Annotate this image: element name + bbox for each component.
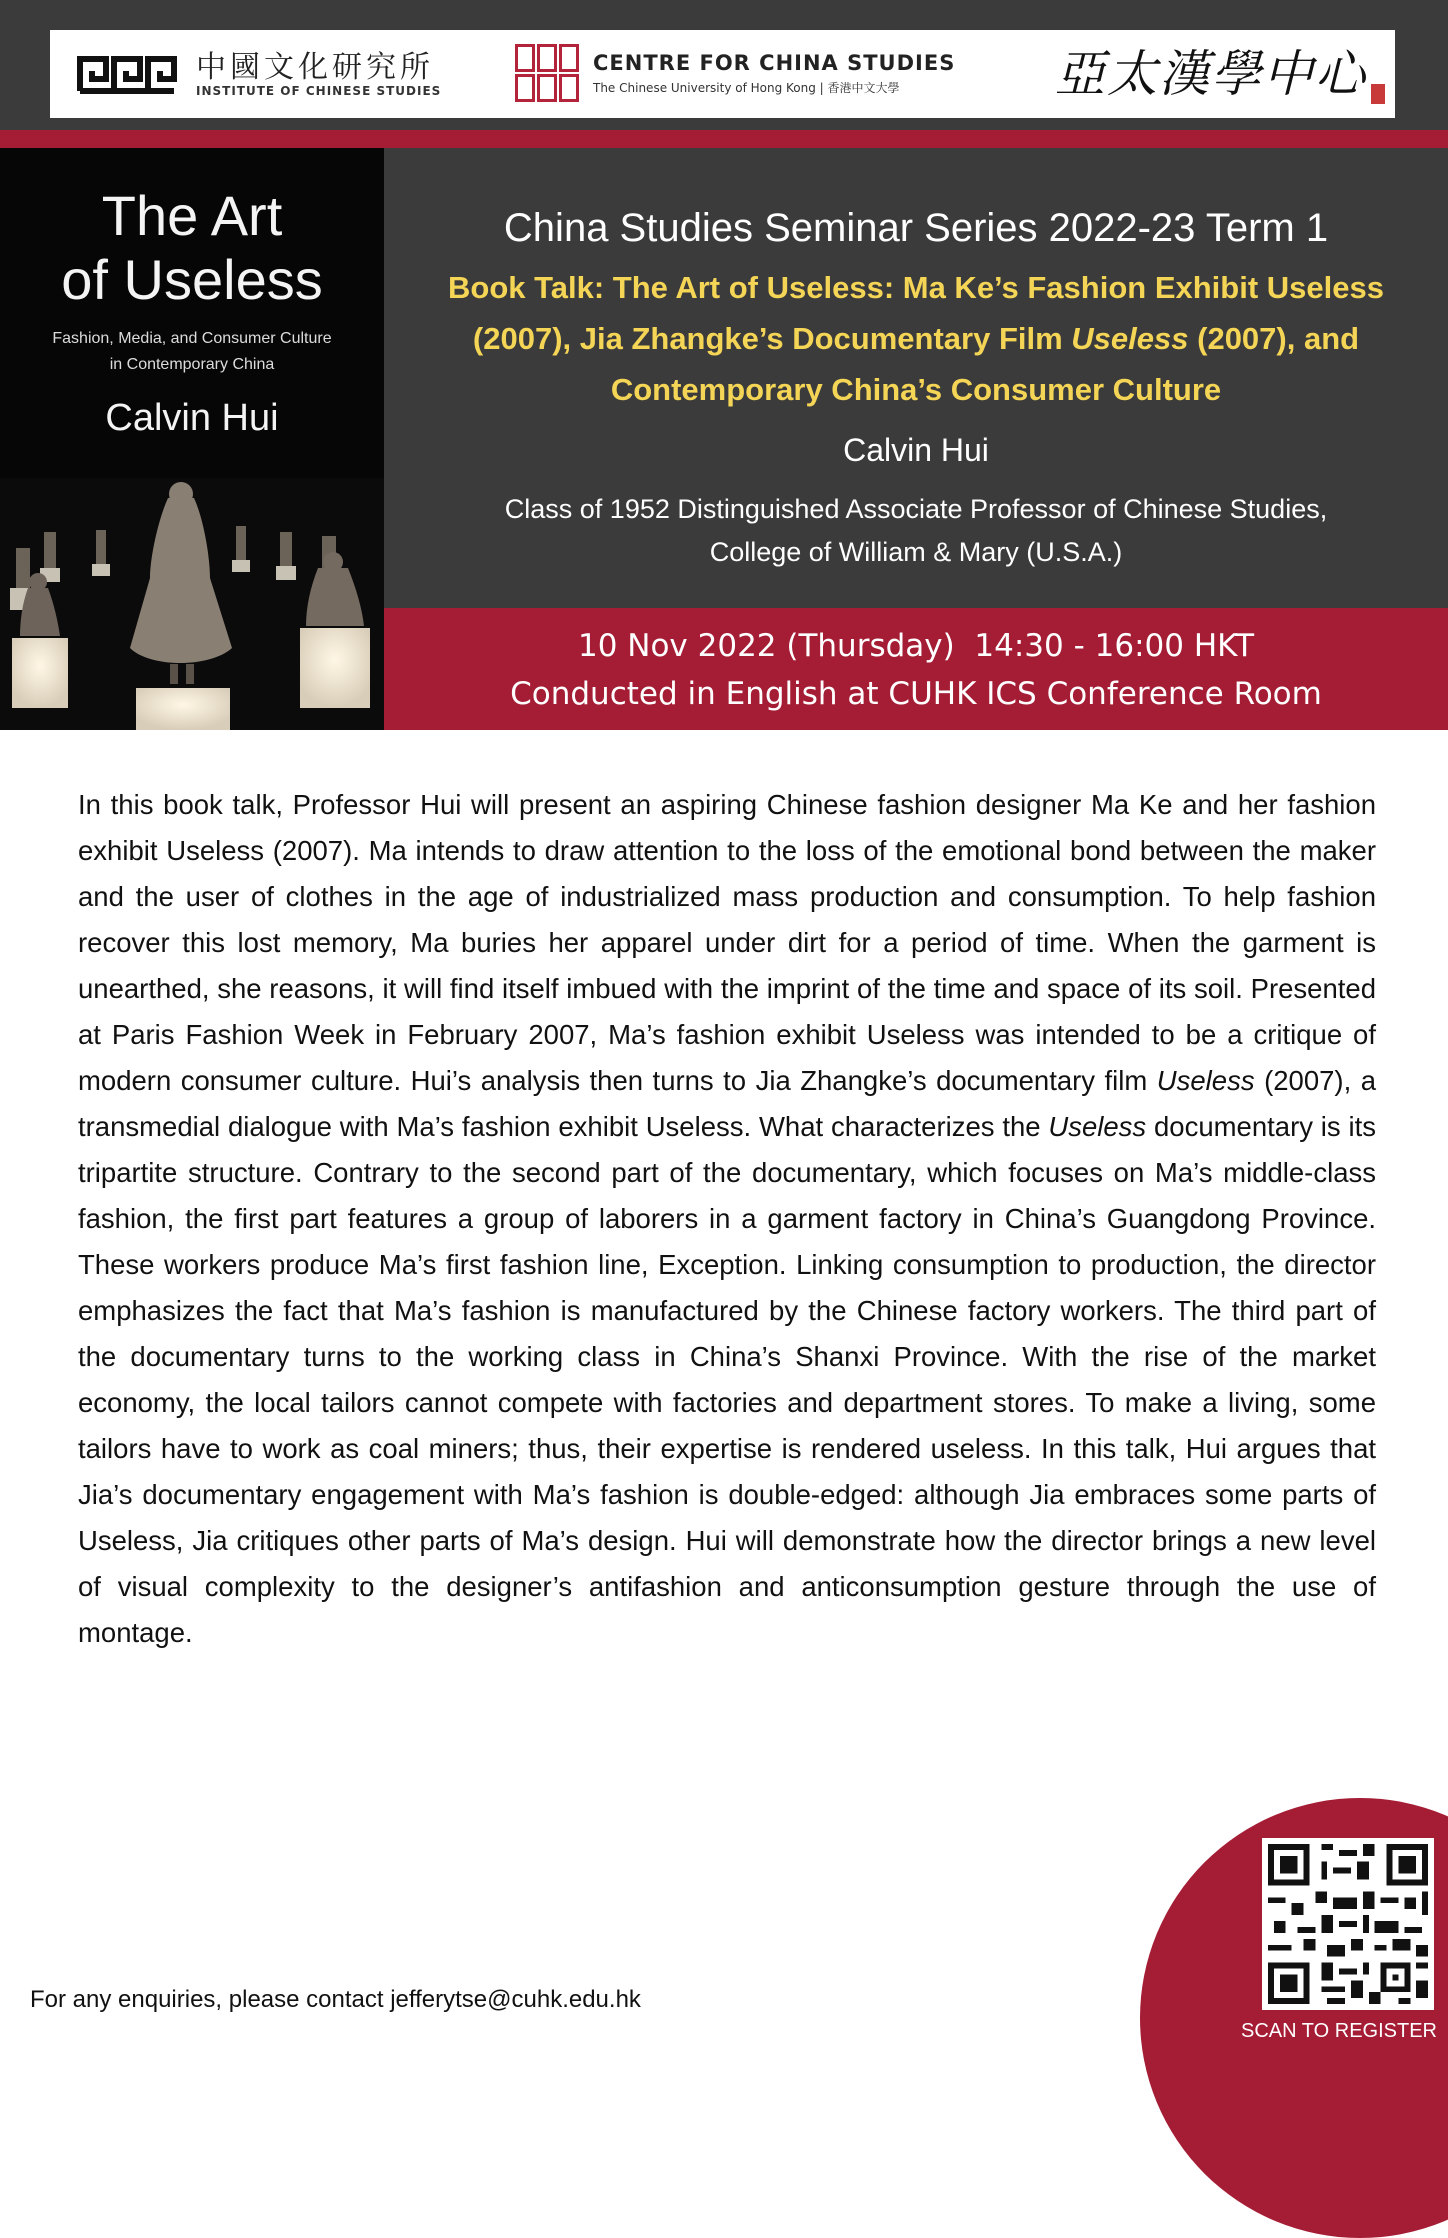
cover-subtitle-line2: in Contemporary China (109, 356, 275, 373)
date-venue-band (384, 608, 1448, 730)
cover-subtitle-line1: Fashion, Media, and Consumer Culture (52, 330, 332, 347)
ics-meander-icon (76, 55, 180, 95)
speaker-affiliation (414, 488, 1418, 574)
affiliation-line1: Class of 1952 Distinguished Associate Professor of Chinese Studies, (504, 494, 1328, 524)
talk-title-italic: Useless (1071, 321, 1189, 356)
scan-to-register-label: SCAN TO REGISTER (1241, 2020, 1437, 2042)
abstract-part1: In this book talk, Professor Hui will present an aspiring Chinese fashion designer Ma Ke and her fashion exhibit Useless (2007). Ma intends to draw attention to the loss of the emotional bond between the maker and the user of clothes in the age of industrialized mass production and consumption. To help fashion recover this lost memory, Ma buries her apparel under dirt for a period of time. When the garment is unearthed, she reasons, it will find itself imbued with the imprint of the time and space of its soil. Presented at Paris Fashion Week in February 2007, Ma’s fashion exhibit Useless was intended to be a critique of modern consumer culture. Hui’s analysis then turns to Jia Zhangke’s documentary film (78, 789, 1376, 1096)
speaker-name: Calvin Hui (843, 432, 989, 468)
apcs-logo-text: 亞太漢學中心 (1055, 45, 1367, 103)
event-datetime: 10 Nov 2022 (Thursday) 14:30 - 16:00 HKT (577, 628, 1255, 664)
talk-title (414, 262, 1418, 415)
cover-title-line2: of Useless (61, 248, 323, 311)
abstract-italic1: Useless (1156, 1065, 1255, 1096)
header-bar (0, 0, 1448, 130)
talk-title-part2: (2007), and Contemporary China’s Consumer Culture (610, 321, 1360, 407)
header-accent-stripe (0, 130, 1448, 148)
cover-author: Calvin Hui (105, 397, 279, 439)
cover-title (0, 184, 384, 312)
enquiry-contact: For any enquiries, please contact jefferytse@cuhk.edu.hk (30, 1986, 641, 2013)
event-info-panel (384, 148, 1448, 608)
ccs-mark (515, 44, 579, 102)
cover-title-line1: The Art (101, 184, 283, 247)
ics-logo (76, 50, 441, 100)
affiliation-line2: College of William & Mary (U.S.A.) (709, 537, 1123, 567)
event-venue: Conducted in English at CUHK ICS Conference Room (510, 676, 1322, 712)
talk-title-part1: Book Talk: The Art of Useless: Ma Ke’s Fashion Exhibit Useless (2007), Jia Zhangke’s Documentary Film (448, 270, 1384, 356)
abstract-paragraph (78, 782, 1376, 1656)
red-seal-icon (1371, 84, 1385, 104)
abstract-part2: (2007), a transmedial dialogue with Ma’s fashion exhibit Useless. What characterizes the (78, 1065, 1376, 1142)
qr-code-pattern (1262, 1838, 1434, 2010)
ics-logo-chinese: 中國文化研究所 (196, 50, 434, 85)
ics-logo-english: INSTITUTE OF CHINESE STUDIES (196, 84, 442, 98)
ccs-logo (515, 44, 955, 102)
cover-subtitle (0, 326, 384, 378)
ccs-logo-subtitle: The Chinese University of Hong Kong | 香港中文大學 (593, 80, 900, 95)
qr-code-icon[interactable] (1262, 1838, 1434, 2010)
logo-strip (50, 30, 1395, 118)
abstract-italic2: Useless (1048, 1111, 1147, 1142)
apcs-calligraphy-logo (1055, 44, 1385, 104)
book-cover (0, 148, 384, 730)
ccs-logo-title: CENTRE FOR CHINA STUDIES (593, 50, 956, 75)
abstract-part3: documentary is its tripartite structure. Contrary to the second part of the documentary, which focuses on Ma’s middle-class fashion, the first part features a group of laborers in a garment factory in China’s Guangdong Province. These workers produce Ma’s first fashion line, Exception. Linking consumption to production, the director emphasizes the fact that Ma’s fashion is manufactured by the Chinese factory workers. The third part of the documentary turns to the working class in China’s Shanxi Province. With the rise of the market economy, the local tailors cannot compete with factories and department stores. To make a living, some tailors have to work as coal miners; thus, their expertise is rendered useless. In this talk, Hui argues that Jia’s documentary engagement with Ma’s fashion is double-edged: although Jia embraces some parts of Useless, Jia critiques other parts of Ma’s design. Hui will demonstrate how the director brings a new level of visual complexity to the designer’s antifashion and anticonsumption gesture through the use of montage. (78, 1111, 1376, 1648)
series-title: China Studies Seminar Series 2022-23 Term 1 (503, 206, 1329, 250)
